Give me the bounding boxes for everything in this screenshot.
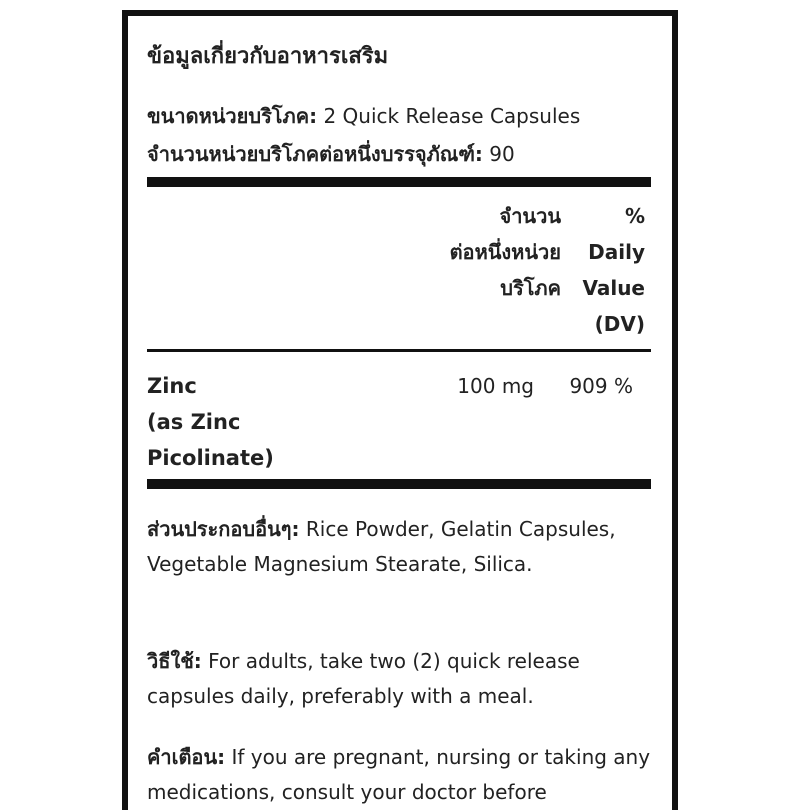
nutrient-name-line-1: Zinc [147,374,197,398]
nutrient-daily-value: 909 % [569,374,633,398]
divider-thick-bottom [147,479,651,489]
serving-size-label: ขนาดหน่วยบริโภค: [147,104,318,128]
amount-header-line-1: จำนวน [499,204,561,228]
dv-header-line-4: (DV) [594,312,645,336]
daily-value-header [582,198,645,342]
directions-label: วิธีใช้: [147,649,202,673]
nutrient-amount: 100 mg [457,374,534,398]
serving-size-line [147,100,580,132]
nutrient-name-line-3: Picolinate) [147,446,274,470]
directions-text: For adults, take two (2) quick release capsules daily, preferably with a meal. [147,649,580,708]
panel-title: ข้อมูลเกี่ยวกับอาหารเสริม [147,44,389,69]
servings-per-container-label: จำนวนหน่วยบริโภคต่อหนึ่งบรรจุภัณฑ์: [147,142,483,166]
directions [147,644,651,714]
other-ingredients [147,512,651,582]
warning-text: If you are pregnant, nursing or taking any medications, consult your doctor before [147,745,651,804]
other-ingredients-text: Rice Powder, Gelatin Capsules, Vegetable Magnesium Stearate, Silica. [147,517,616,576]
warning-label: คำเตือน: [147,745,226,769]
dv-header-line-1: % [624,204,645,228]
nutrient-name [147,368,317,476]
divider-thin [147,349,651,352]
dv-header-line-3: Value [582,276,645,300]
amount-header-line-2: ต่อหนึ่งหน่วย [449,240,561,264]
servings-per-container-line [147,138,515,170]
amount-per-serving-header [450,198,561,306]
amount-header-line-3: บริโภค [500,276,561,300]
serving-size-value: 2 Quick Release Capsules [323,104,581,128]
nutrient-name-line-2: (as Zinc [147,410,241,434]
servings-per-container-value: 90 [489,142,515,166]
divider-thick-top [147,177,651,187]
other-ingredients-label: ส่วนประกอบอื่นๆ: [147,517,300,541]
supplement-facts-panel [122,10,678,810]
dv-header-line-2: Daily [588,240,645,264]
